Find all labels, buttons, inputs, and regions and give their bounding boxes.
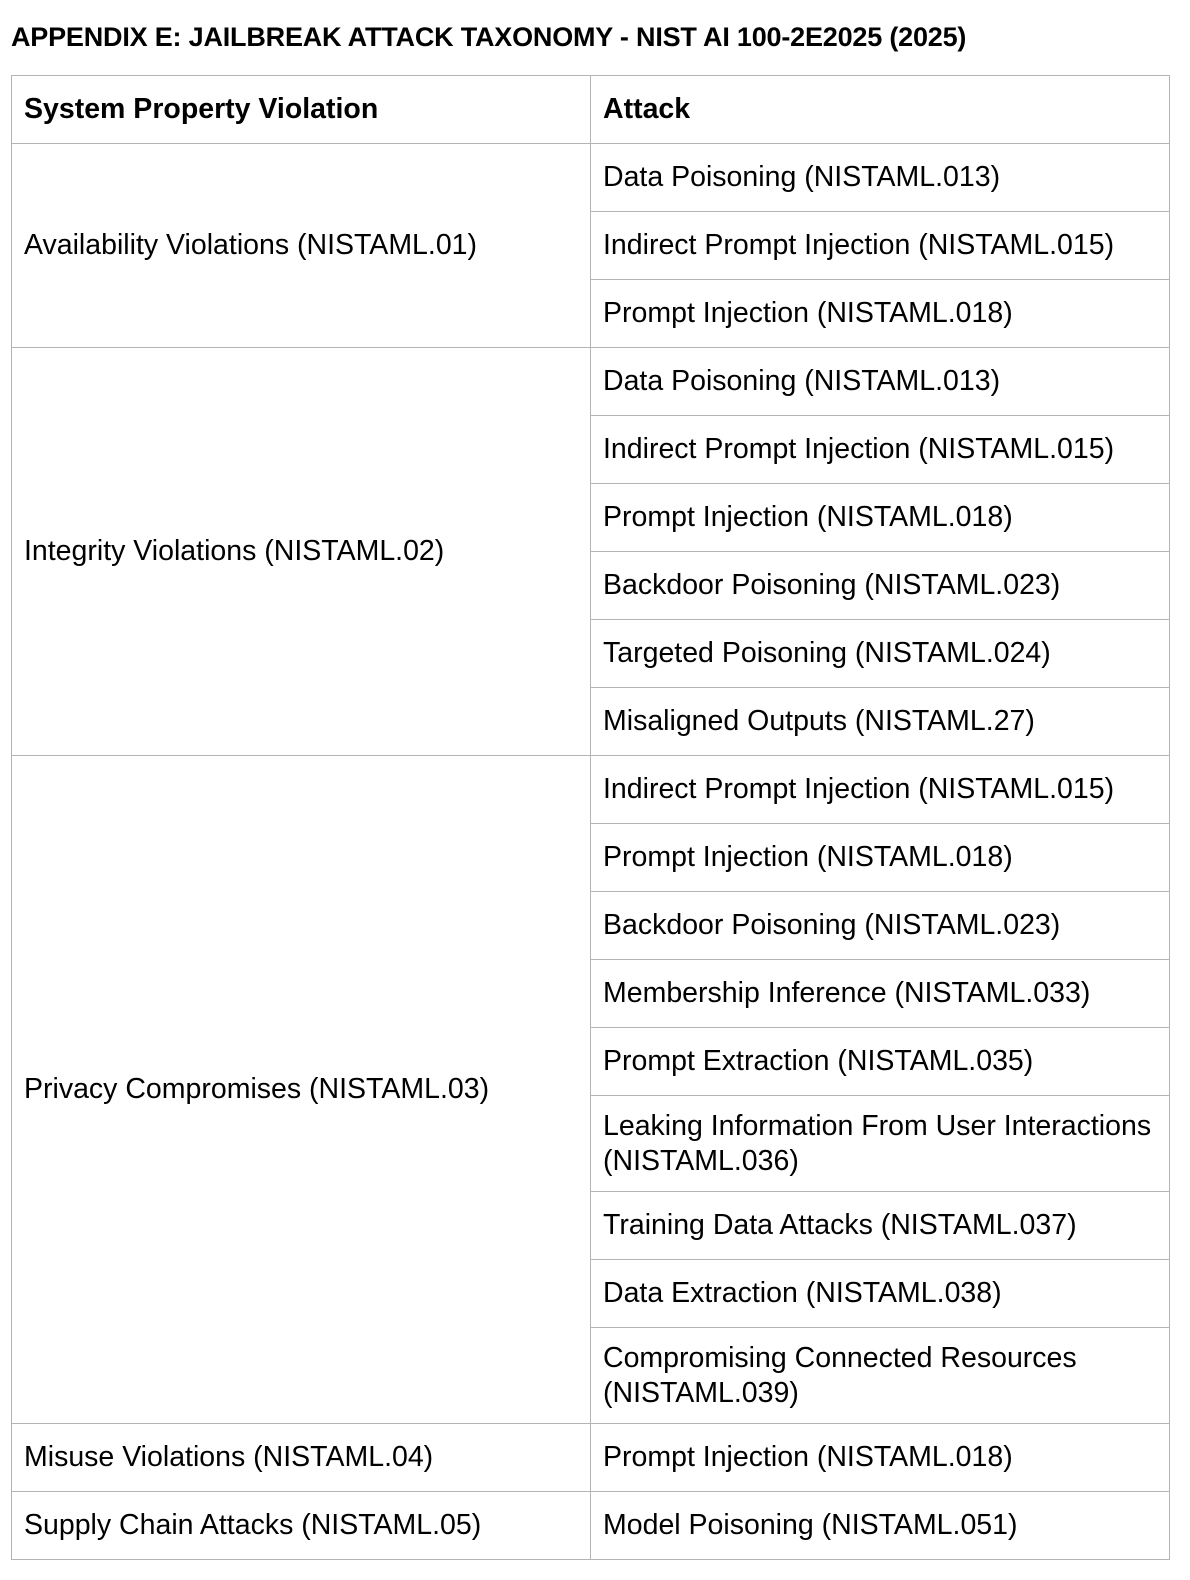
attack-cell: Backdoor Poisoning (NISTAML.023) <box>591 552 1170 620</box>
attack-cell: Data Extraction (NISTAML.038) <box>591 1260 1170 1328</box>
attack-cell: Leaking Information From User Interactions (NISTAML.036) <box>591 1096 1170 1192</box>
attack-cell: Compromising Connected Resources (NISTAML.039) <box>591 1328 1170 1424</box>
table-row <box>12 144 1170 212</box>
attack-cell: Misaligned Outputs (NISTAML.27) <box>591 688 1170 756</box>
attack-cell: Training Data Attacks (NISTAML.037) <box>591 1192 1170 1260</box>
table-row <box>12 348 1170 416</box>
violation-cell: Privacy Compromises (NISTAML.03) <box>12 756 591 1424</box>
attack-cell: Prompt Injection (NISTAML.018) <box>591 824 1170 892</box>
attack-cell: Prompt Extraction (NISTAML.035) <box>591 1028 1170 1096</box>
attack-cell: Indirect Prompt Injection (NISTAML.015) <box>591 416 1170 484</box>
header-attack: Attack <box>591 76 1170 144</box>
attack-cell: Prompt Injection (NISTAML.018) <box>591 484 1170 552</box>
violation-cell: Misuse Violations (NISTAML.04) <box>12 1424 591 1492</box>
table-row <box>12 1492 1170 1560</box>
table-row <box>12 1424 1170 1492</box>
table-body <box>12 144 1170 1560</box>
attack-cell: Indirect Prompt Injection (NISTAML.015) <box>591 756 1170 824</box>
table-row <box>12 756 1170 824</box>
attack-cell: Backdoor Poisoning (NISTAML.023) <box>591 892 1170 960</box>
table-header <box>12 76 1170 144</box>
violation-cell: Supply Chain Attacks (NISTAML.05) <box>12 1492 591 1560</box>
attack-cell: Data Poisoning (NISTAML.013) <box>591 144 1170 212</box>
header-row <box>12 76 1170 144</box>
document-title: APPENDIX E: JAILBREAK ATTACK TAXONOMY - NIST AI 100-2E2025 (2025) <box>11 22 967 52</box>
violation-cell: Availability Violations (NISTAML.01) <box>12 144 591 348</box>
attack-cell: Model Poisoning (NISTAML.051) <box>591 1492 1170 1560</box>
attack-cell: Indirect Prompt Injection (NISTAML.015) <box>591 212 1170 280</box>
attack-cell: Data Poisoning (NISTAML.013) <box>591 348 1170 416</box>
attack-cell: Prompt Injection (NISTAML.018) <box>591 1424 1170 1492</box>
header-violation: System Property Violation <box>12 76 591 144</box>
attack-cell: Targeted Poisoning (NISTAML.024) <box>591 620 1170 688</box>
attack-cell: Membership Inference (NISTAML.033) <box>591 960 1170 1028</box>
violation-cell: Integrity Violations (NISTAML.02) <box>12 348 591 756</box>
taxonomy-table <box>11 75 1170 1560</box>
attack-cell: Prompt Injection (NISTAML.018) <box>591 280 1170 348</box>
